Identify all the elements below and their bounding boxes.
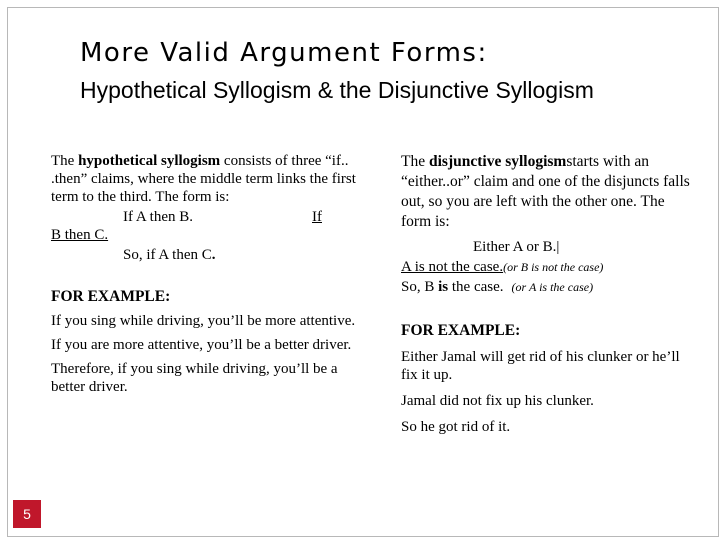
disjunctive-example-heading: FOR EXAMPLE: xyxy=(401,322,521,339)
hypothetical-term: hypothetical syllogism xyxy=(78,153,221,169)
disjunctive-syllogism-column xyxy=(401,152,691,436)
disjunctive-example-1: Either Jamal will get rid of his clunker or he’ll fix it up. xyxy=(401,349,680,383)
disjunctive-form-line-3: So, B is the case. (or A is the case) xyxy=(401,279,594,295)
disjunctive-form-line-2: A is not the case.(or B is not the case) xyxy=(401,259,604,275)
hypothetical-form-line-2-start: If xyxy=(312,209,322,225)
hypothetical-example-3: Therefore, if you sing while driving, you’ll be a better driver. xyxy=(51,361,338,395)
hypothetical-intro: The hypothetical syllogism consists of three “if.. .then” claims, where the middle term links the first term to the third. The form is: xyxy=(51,153,356,205)
disjunctive-example-3: So he got rid of it. xyxy=(401,419,511,435)
slide-subtitle: Hypothetical Syllogism & the Disjunctive Syllogism xyxy=(80,77,594,103)
hypothetical-example-heading: FOR EXAMPLE: xyxy=(51,288,171,305)
hypothetical-syllogism-column xyxy=(51,152,363,396)
disjunctive-intro: The disjunctive syllogismstarts with an “either..or” claim and one of the disjuncts falls out, so you are left with the other one. The form is: xyxy=(401,153,690,230)
disjunctive-form-line-1: Either A or B.| xyxy=(473,239,560,255)
hypothetical-form-line-1: If A then B. If xyxy=(123,209,322,225)
hypothetical-form-line-2-end: B then C. xyxy=(51,227,109,243)
hypothetical-form-line-3: So, if A then C. xyxy=(123,247,216,263)
disjunctive-example-2: Jamal did not fix up his clunker. xyxy=(401,393,594,409)
hypothetical-example-1: If you sing while driving, you’ll be more attentive. xyxy=(51,313,356,329)
slide-title: More Valid Argument Forms: xyxy=(80,38,488,68)
hypothetical-example-2: If you are more attentive, you’ll be a better driver. xyxy=(51,337,352,353)
disjunctive-term: disjunctive syllogism xyxy=(428,153,567,170)
slide-number-badge: 5 xyxy=(13,500,41,528)
